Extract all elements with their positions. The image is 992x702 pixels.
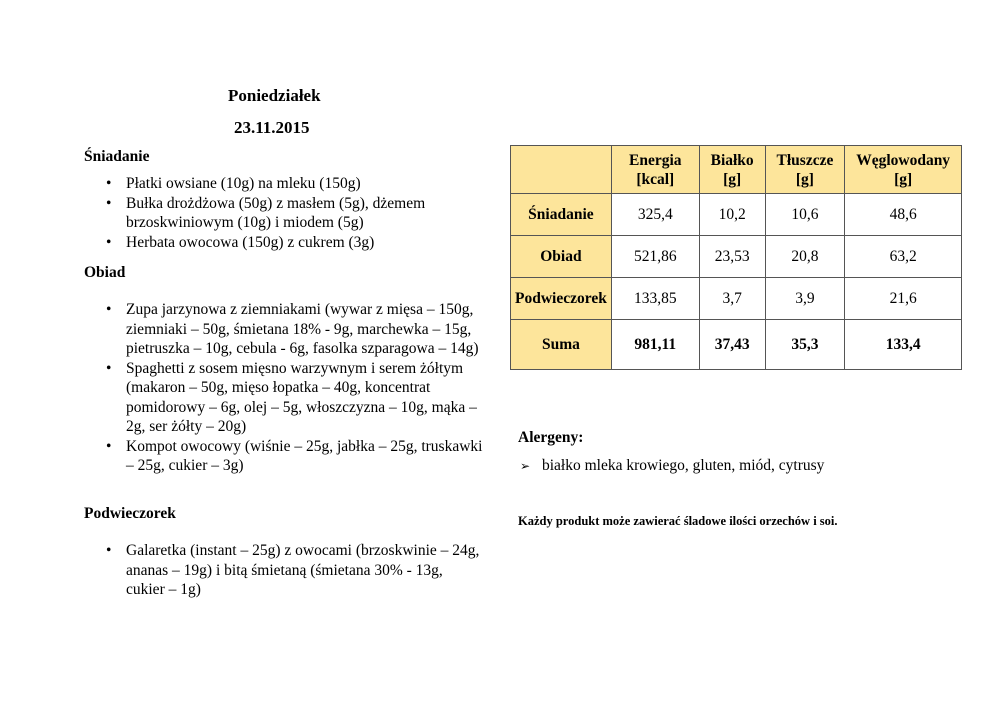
row-label: Suma — [511, 320, 612, 370]
column-header-bialko: Białko [g] — [699, 146, 765, 194]
meal-list-podwieczorek — [84, 541, 484, 600]
meal-list-obiad — [84, 300, 484, 476]
day-title: Poniedziałek — [228, 86, 321, 105]
allergen-text: białko mleka krowiego, gluten, miód, cytrusy — [542, 457, 825, 474]
row-label: Śniadanie — [511, 194, 612, 236]
column-header-weglowodany: Węglowodany [g] — [845, 146, 962, 194]
list-item: • Zupa jarzynowa z ziemniakami (wywar z mięsa – 150g, ziemniaki – 50g, śmietana 18% - 9g, marchewka – 15g, pietruszka – 10g, cebula - 6g, fasolka szparagowa – 14g) — [126, 300, 484, 359]
table-cell: 21,6 — [845, 278, 962, 320]
list-item: • Kompot owocowy (wiśnie – 25g, jabłka – 25g, truskawki – 25g, cukier – 3g) — [126, 437, 484, 476]
table-row — [511, 194, 962, 236]
list-item: • Płatki owsiane (10g) na mleku (150g) — [126, 174, 484, 194]
meal-heading-sniadanie: Śniadanie — [84, 148, 150, 165]
table-cell: 3,9 — [765, 278, 845, 320]
meal-heading-obiad: Obiad — [84, 264, 126, 281]
column-header-tluszcze: Tłuszcze [g] — [765, 146, 845, 194]
list-item: • Herbata owocowa (150g) z cukrem (3g) — [126, 233, 484, 253]
arrow-bullet-icon: ➢ — [520, 459, 531, 473]
list-item: • Bułka drożdżowa (50g) z masłem (5g), dżemem brzoskwiniowym (10g) i miodem (5g) — [126, 194, 484, 233]
table-cell: 48,6 — [845, 194, 962, 236]
table-cell: 10,2 — [699, 194, 765, 236]
meal-list-sniadanie — [84, 174, 484, 252]
table-cell: 3,7 — [699, 278, 765, 320]
table-cell: 63,2 — [845, 236, 962, 278]
row-label: Podwieczorek — [511, 278, 612, 320]
date-title: 23.11.2015 — [234, 118, 310, 137]
meal-heading-podwieczorek: Podwieczorek — [84, 505, 176, 522]
column-header-energia: Energia [kcal] — [611, 146, 699, 194]
table-cell: 20,8 — [765, 236, 845, 278]
table-row — [511, 278, 962, 320]
table-row-sum — [511, 320, 962, 370]
table-cell: 133,4 — [845, 320, 962, 370]
table-cell: 133,85 — [611, 278, 699, 320]
allergens-title: Alergeny: — [518, 429, 584, 446]
section-sniadanie — [84, 148, 484, 252]
allergens-section — [518, 429, 824, 476]
table-header-row — [511, 146, 962, 194]
table-cell: 10,6 — [765, 194, 845, 236]
nutrition-table — [510, 145, 962, 370]
table-row — [511, 236, 962, 278]
list-item: • Spaghetti z sosem mięsno warzywnym i serem żółtym (makaron – 50g, mięso łopatka – 40g, koncentrat pomidorowy – 6g, olej – 5g, włoszczyzna – 10g, mąka – 2g, ser żółty – 20g) — [126, 359, 484, 437]
table-cell: 35,3 — [765, 320, 845, 370]
row-label: Obiad — [511, 236, 612, 278]
table-cell: 325,4 — [611, 194, 699, 236]
table-cell: 981,11 — [611, 320, 699, 370]
table-cell: 521,86 — [611, 236, 699, 278]
section-obiad — [84, 264, 484, 476]
allergen-item — [518, 457, 824, 476]
table-cell: 37,43 — [699, 320, 765, 370]
list-item: • Galaretka (instant – 25g) z owocami (brzoskwinie – 24g, ananas – 19g) i bitą śmietaną (śmietana 30% - 13g, cukier – 1g) — [126, 541, 484, 600]
table-corner-cell — [511, 146, 612, 194]
table-cell: 23,53 — [699, 236, 765, 278]
section-podwieczorek — [84, 505, 484, 600]
allergen-note: Każdy produkt może zawierać śladowe ilości orzechów i soi. — [518, 514, 838, 528]
